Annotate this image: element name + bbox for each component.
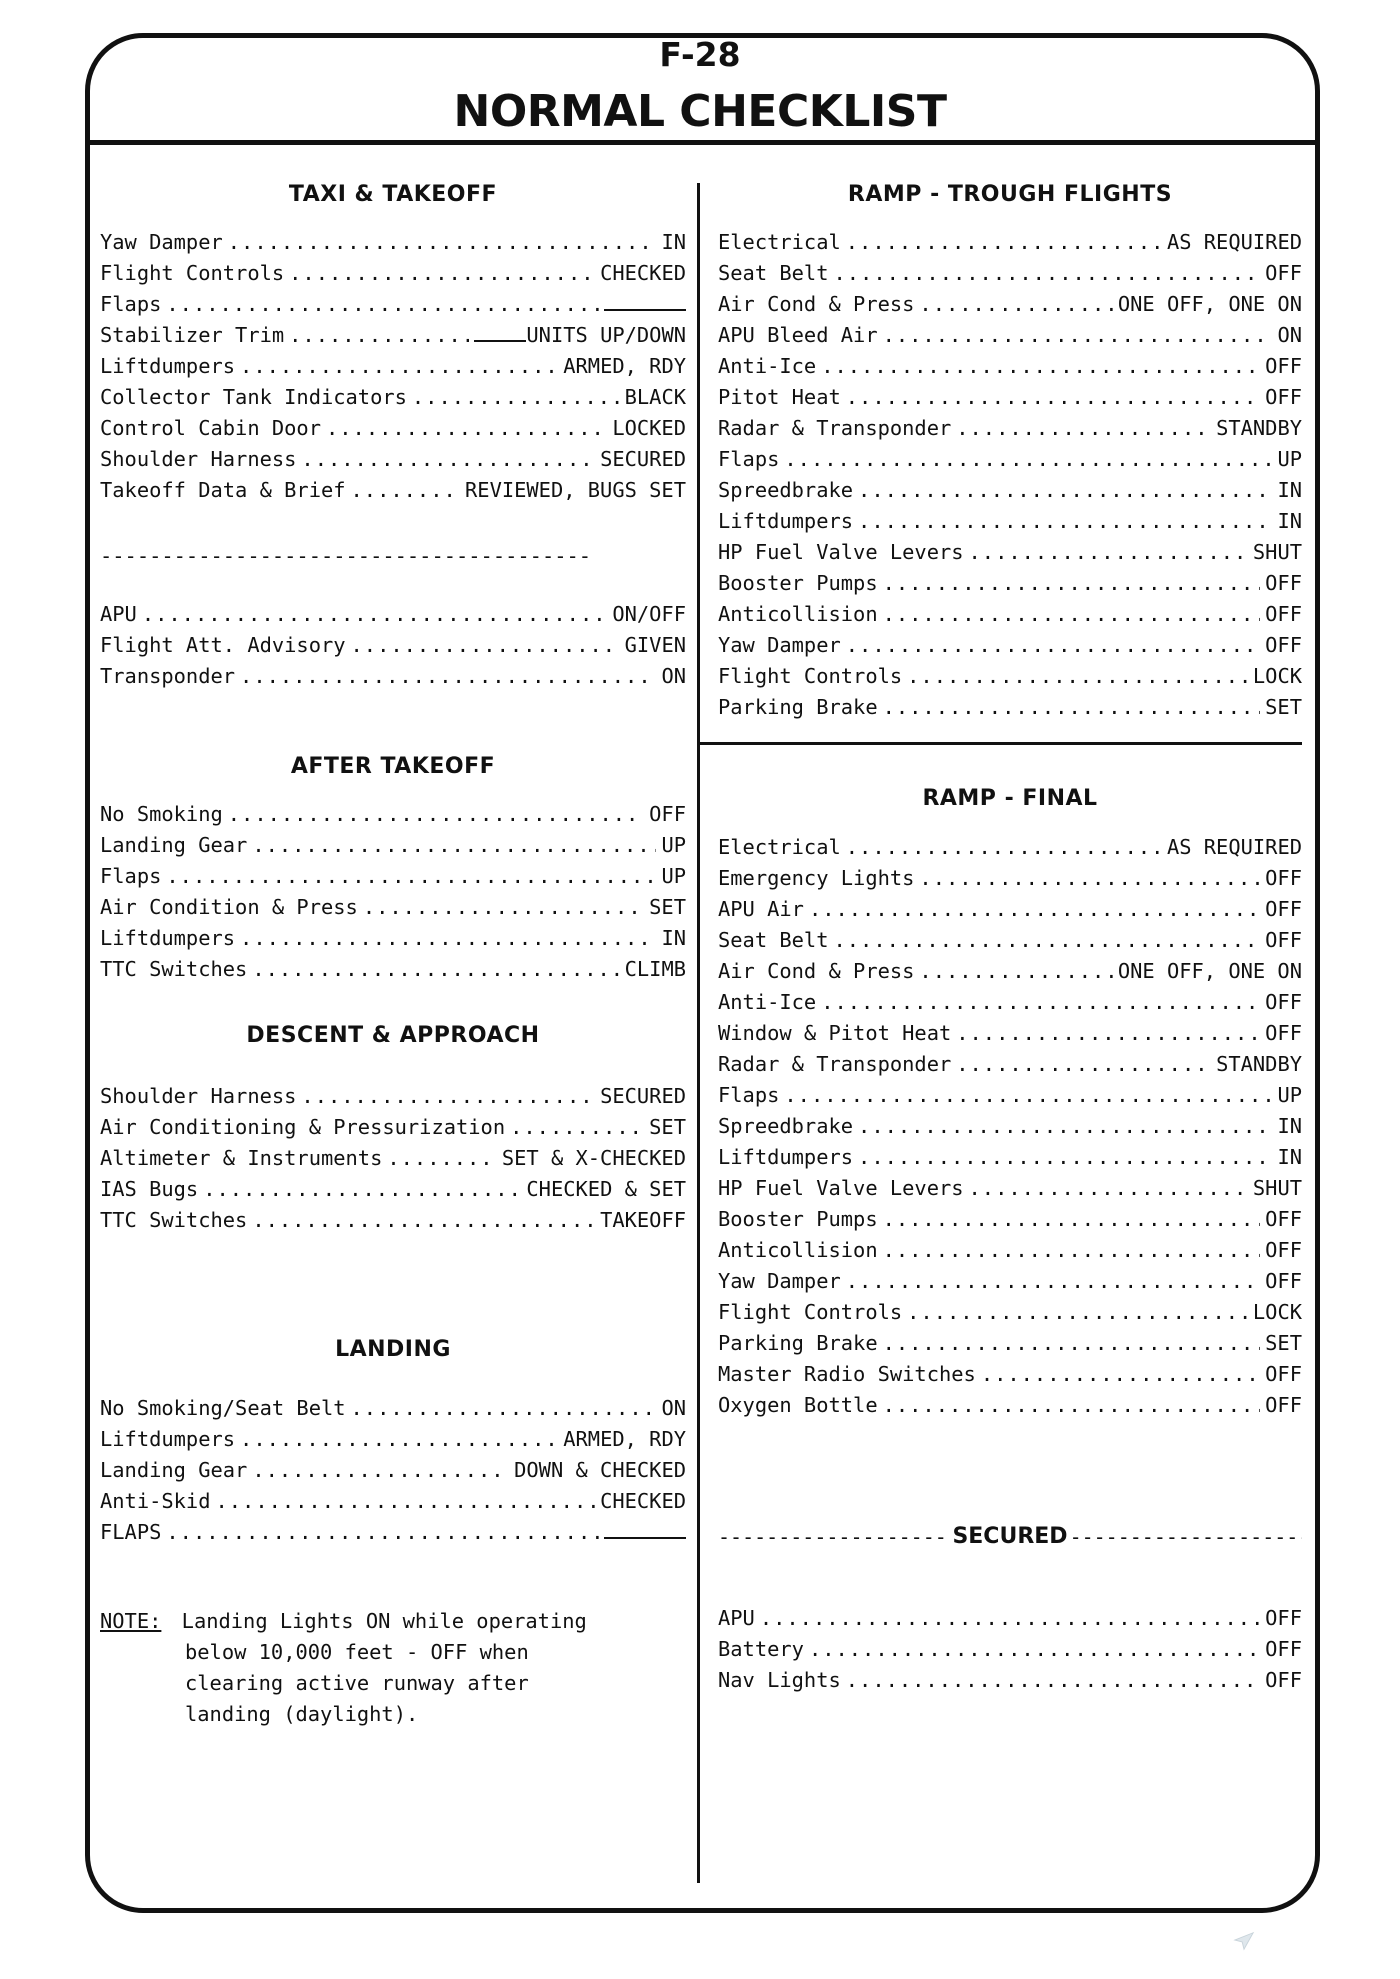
item-label: Air Condition & Press [100, 895, 358, 919]
checklist-item [100, 1486, 686, 1517]
item-label: No Smoking [100, 802, 223, 826]
item-label: Radar & Transponder [718, 1052, 952, 1076]
item-label: Flight Att. Advisory [100, 633, 346, 657]
checklist-item [718, 382, 1302, 413]
note-line-2: below 10,000 feet - OFF when [185, 1640, 529, 1664]
ramp-final-list [718, 832, 1302, 1421]
section-heading-ramp-final: RAMP - FINAL [922, 786, 1098, 811]
paper-plane-icon [1233, 1930, 1255, 1952]
item-label: Seat Belt [718, 928, 829, 952]
dot-leader [203, 1174, 521, 1205]
checklist-item [100, 661, 686, 692]
dot-leader [883, 1204, 1261, 1235]
dot-leader [883, 692, 1261, 723]
item-label: Flight Controls [718, 1300, 903, 1324]
checklist-item [100, 444, 686, 475]
item-label: HP Fuel Valve Levers [718, 1176, 964, 1200]
item-label: Battery [718, 1637, 804, 1661]
item-value-text: UNITS UP/DOWN [526, 323, 686, 347]
item-label: Collector Tank Indicators [100, 385, 407, 409]
item-value: SHUT [1252, 1176, 1302, 1200]
checklist-item [718, 661, 1302, 692]
item-label: Yaw Damper [718, 633, 841, 657]
item-value: LOCK [1252, 664, 1302, 688]
dot-leader [846, 832, 1162, 863]
dot-leader [821, 351, 1260, 382]
checklist-item [718, 1328, 1302, 1359]
checklist-item [100, 892, 686, 923]
dot-leader [387, 1143, 496, 1174]
dot-leader [142, 599, 607, 630]
item-value: CLIMB [624, 957, 686, 981]
checklist-item [718, 630, 1302, 661]
dot-leader [784, 444, 1272, 475]
item-value: SHUT [1252, 540, 1302, 564]
item-value: OFF [649, 802, 686, 826]
dot-leader [252, 1205, 595, 1236]
item-value: STANDBY [1216, 1052, 1302, 1076]
checklist-item [718, 863, 1302, 894]
item-label: Stabilizer Trim [100, 323, 285, 347]
checklist-item [100, 861, 686, 892]
checklist-item [718, 413, 1302, 444]
checklist-item [718, 351, 1302, 382]
item-label: APU [100, 602, 137, 626]
item-label: Spreedbrake [718, 1114, 854, 1138]
dot-leader [956, 413, 1211, 444]
dot-leader [240, 1424, 558, 1455]
checklist-item [718, 1173, 1302, 1204]
dot-leader [326, 413, 607, 444]
after-takeoff-list [100, 799, 686, 985]
dot-leader [240, 923, 656, 954]
section-heading-taxi-takeoff: TAXI & TAKEOFF [288, 182, 498, 207]
dot-leader [883, 599, 1261, 630]
dot-leader [351, 475, 460, 506]
item-label: Window & Pitot Heat [718, 1021, 952, 1045]
dot-leader [846, 1665, 1260, 1696]
checklist-item [718, 1359, 1302, 1390]
dot-leader [956, 1018, 1260, 1049]
checklist-item [100, 1143, 686, 1174]
checklist-item [718, 1665, 1302, 1696]
item-label: Electrical [718, 230, 841, 254]
checklist-item [100, 923, 686, 954]
descent-approach-list [100, 1081, 686, 1236]
section-heading-secured: SECURED [952, 1524, 1068, 1549]
secured-dash-right [1070, 1522, 1302, 1552]
dot-leader [289, 320, 469, 351]
dot-leader [784, 1080, 1272, 1111]
item-value: ARMED, RDY [563, 1427, 686, 1451]
item-label: Control Cabin Door [100, 416, 321, 440]
checklist-item [100, 289, 686, 320]
item-label: Parking Brake [718, 695, 878, 719]
note-line-3: clearing active runway after [185, 1671, 529, 1695]
item-label: Yaw Damper [718, 1269, 841, 1293]
item-label: Anti-Ice [718, 990, 817, 1014]
dot-leader [228, 799, 644, 830]
item-value: SECURED [600, 1084, 686, 1108]
column-divider [697, 183, 700, 1883]
item-value: OFF [1265, 1207, 1302, 1231]
checklist-item [718, 1634, 1302, 1665]
checklist-item [718, 956, 1302, 987]
item-value: LOCKED [612, 416, 686, 440]
checklist-item [718, 258, 1302, 289]
dot-leader [809, 1634, 1260, 1665]
section-heading-descent-approach: DESCENT & APPROACH [246, 1023, 540, 1048]
item-value: OFF [1265, 1393, 1302, 1417]
dot-leader [883, 320, 1273, 351]
dot-leader [252, 954, 619, 985]
dot-leader [510, 1112, 644, 1143]
item-value: OFF [1265, 1021, 1302, 1045]
checklist-item [100, 320, 686, 351]
item-label: TTC Switches [100, 1208, 248, 1232]
item-value: OFF [1265, 354, 1302, 378]
checklist-item [718, 692, 1302, 723]
item-value: OFF [1265, 928, 1302, 952]
checklist-item [100, 830, 686, 861]
dot-leader [846, 227, 1162, 258]
note-line-4: landing (daylight). [185, 1702, 419, 1726]
item-value: OFF [1265, 1668, 1302, 1692]
dot-leader [240, 661, 656, 692]
checklist-item [718, 894, 1302, 925]
taxi-takeoff-list-2 [100, 599, 686, 692]
checklist-item [718, 832, 1302, 863]
item-label: Anti-Ice [718, 354, 817, 378]
item-value: IN [1277, 1114, 1302, 1138]
item-label: Radar & Transponder [718, 416, 952, 440]
dot-leader [907, 661, 1248, 692]
item-label: Shoulder Harness [100, 447, 297, 471]
dot-leader [969, 1173, 1248, 1204]
dot-leader [846, 630, 1260, 661]
item-label: Seat Belt [718, 261, 829, 285]
item-label: Flight Controls [718, 664, 903, 688]
item-value [474, 320, 686, 351]
item-value: IN [1277, 478, 1302, 502]
item-label: FLAPS [100, 1520, 162, 1544]
dot-leader [883, 1390, 1261, 1421]
item-label: Yaw Damper [100, 230, 223, 254]
landing-note [100, 1606, 587, 1730]
dot-leader [363, 892, 644, 923]
item-label: Nav Lights [718, 1668, 841, 1692]
dot-leader [228, 227, 657, 258]
item-value: IN [661, 230, 686, 254]
dot-leader [919, 289, 1112, 320]
section-heading-ramp-through: RAMP - TROUGH FLIGHTS [847, 182, 1173, 207]
dot-leader [883, 1328, 1261, 1359]
ramp-section-divider [697, 742, 1302, 745]
checklist-item [718, 320, 1302, 351]
dot-leader [858, 1142, 1272, 1173]
dot-leader [919, 863, 1260, 894]
aircraft-type: F-28 [659, 35, 741, 74]
dot-leader [883, 568, 1261, 599]
note-label: NOTE: [100, 1609, 162, 1633]
item-label: Air Cond & Press [718, 959, 915, 983]
checklist-item [718, 537, 1302, 568]
dot-leader [351, 630, 620, 661]
item-value: ON/OFF [612, 602, 686, 626]
checklist-item [718, 1390, 1302, 1421]
dot-leader [166, 861, 656, 892]
dot-leader [301, 1081, 595, 1112]
item-value: ONE OFF, ONE ON [1117, 959, 1302, 983]
checklist-item [718, 599, 1302, 630]
item-value: AS REQUIRED [1166, 835, 1302, 859]
item-value: ON [661, 664, 686, 688]
item-label: Flaps [718, 1083, 780, 1107]
item-label: Air Conditioning & Pressurization [100, 1115, 506, 1139]
dot-leader [240, 351, 558, 382]
item-label: Anticollision [718, 602, 878, 626]
dot-leader [166, 1517, 599, 1548]
note-line-1: Landing Lights ON while operating [181, 1609, 587, 1633]
item-label: APU Bleed Air [718, 323, 878, 347]
item-label: Emergency Lights [718, 866, 915, 890]
item-value: SET [649, 895, 686, 919]
item-value: OFF [1265, 1238, 1302, 1262]
item-value: UP [1277, 1083, 1302, 1107]
item-label: No Smoking/Seat Belt [100, 1396, 346, 1420]
dot-leader [883, 1235, 1261, 1266]
dot-leader [834, 925, 1261, 956]
item-value: UP [1277, 447, 1302, 471]
item-value: SECURED [600, 447, 686, 471]
checklist-item [718, 289, 1302, 320]
fill-in-blank [604, 1537, 686, 1539]
checklist-item [718, 925, 1302, 956]
item-label: Electrical [718, 835, 841, 859]
item-value: CHECKED [600, 1489, 686, 1513]
item-value: OFF [1265, 261, 1302, 285]
checklist-item [718, 227, 1302, 258]
item-value [604, 1517, 686, 1548]
dot-leader [919, 956, 1112, 987]
item-value: CHECKED & SET [526, 1177, 686, 1201]
item-value: TAKEOFF [600, 1208, 686, 1232]
checklist-item [100, 1424, 686, 1455]
landing-list [100, 1393, 686, 1548]
dot-leader [858, 1111, 1272, 1142]
dot-leader [252, 830, 656, 861]
secured-divider [718, 1522, 1302, 1552]
checklist-item [100, 351, 686, 382]
item-label: Booster Pumps [718, 1207, 878, 1231]
dot-leader [956, 1049, 1211, 1080]
checklist-item [100, 630, 686, 661]
checklist-item [100, 1393, 686, 1424]
dot-leader [846, 1266, 1260, 1297]
item-value: OFF [1265, 866, 1302, 890]
checklist-item [718, 475, 1302, 506]
taxi-takeoff-list [100, 227, 686, 506]
item-label: Pitot Heat [718, 385, 841, 409]
ramp-through-list [718, 227, 1302, 723]
checklist-item [718, 1266, 1302, 1297]
dot-leader [858, 506, 1272, 537]
checklist-item [100, 475, 686, 506]
item-label: TTC Switches [100, 957, 248, 981]
checklist-item [100, 227, 686, 258]
item-value: OFF [1265, 1269, 1302, 1293]
checklist-item [100, 1112, 686, 1143]
checklist-item [718, 987, 1302, 1018]
checklist-item [718, 1080, 1302, 1111]
item-value: SET [1265, 1331, 1302, 1355]
item-value: AS REQUIRED [1166, 230, 1302, 254]
dot-leader [969, 537, 1248, 568]
item-label: APU Air [718, 897, 804, 921]
checklist-item [718, 506, 1302, 537]
item-value: OFF [1265, 990, 1302, 1014]
item-label: Air Cond & Press [718, 292, 915, 316]
dot-leader [216, 1486, 596, 1517]
dot-leader [981, 1359, 1260, 1390]
dot-leader [301, 444, 595, 475]
item-label: Liftdumpers [100, 354, 236, 378]
checklist-item [718, 1204, 1302, 1235]
item-value: STANDBY [1216, 416, 1302, 440]
secured-dash-left [718, 1522, 950, 1552]
item-label: Parking Brake [718, 1331, 878, 1355]
dot-leader [289, 258, 595, 289]
secured-list [718, 1603, 1302, 1696]
dot-leader [858, 475, 1272, 506]
item-value: CHECKED [600, 261, 686, 285]
item-label: Flaps [718, 447, 780, 471]
section-heading-after-takeoff: AFTER TAKEOFF [290, 754, 496, 779]
item-value: OFF [1265, 1362, 1302, 1386]
item-label: Flaps [100, 864, 162, 888]
item-label: Flaps [100, 292, 162, 316]
item-label: Spreedbrake [718, 478, 854, 502]
dot-leader [351, 1393, 657, 1424]
item-value: IN [661, 926, 686, 950]
item-label: Transponder [100, 664, 236, 688]
item-value: OFF [1265, 633, 1302, 657]
dot-leader [809, 894, 1260, 925]
checklist-item [100, 954, 686, 985]
item-value: OFF [1265, 1606, 1302, 1630]
item-label: Oxygen Bottle [718, 1393, 878, 1417]
fill-in-blank [474, 340, 526, 342]
item-value: OFF [1265, 897, 1302, 921]
checklist-item [718, 444, 1302, 475]
item-label: Anti-Skid [100, 1489, 211, 1513]
item-label: Liftdumpers [718, 509, 854, 533]
item-label: Liftdumpers [100, 926, 236, 950]
item-value: OFF [1265, 385, 1302, 409]
item-value: OFF [1265, 571, 1302, 595]
item-value: SET [649, 1115, 686, 1139]
checklist-item [100, 1205, 686, 1236]
checklist-item [718, 1235, 1302, 1266]
item-label: HP Fuel Valve Levers [718, 540, 964, 564]
item-value: GIVEN [624, 633, 686, 657]
item-label: Anticollision [718, 1238, 878, 1262]
checklist-item [100, 413, 686, 444]
item-value: OFF [1265, 1637, 1302, 1661]
item-value: BLACK [624, 385, 686, 409]
header-divider [85, 140, 1320, 145]
dot-leader [166, 289, 599, 320]
item-label: Flight Controls [100, 261, 285, 285]
checklist-item [100, 1517, 686, 1548]
item-value: ON [1277, 323, 1302, 347]
checklist-item [100, 1174, 686, 1205]
dot-leader [846, 382, 1260, 413]
section-heading-landing: LANDING [335, 1337, 451, 1362]
checklist-item [100, 382, 686, 413]
item-label: Liftdumpers [100, 1427, 236, 1451]
item-value: ON [661, 1396, 686, 1420]
item-label: Booster Pumps [718, 571, 878, 595]
item-value: SET & X-CHECKED [501, 1146, 686, 1170]
item-value: UP [661, 864, 686, 888]
checklist-item [718, 1603, 1302, 1634]
checklist-item [100, 1455, 686, 1486]
item-value: LOCK [1252, 1300, 1302, 1324]
dot-leader [252, 1455, 509, 1486]
page-title: NORMAL CHECKLIST [453, 86, 947, 137]
item-value: ARMED, RDY [563, 354, 686, 378]
checklist-item [100, 599, 686, 630]
item-value [604, 289, 686, 320]
checklist-item [100, 1081, 686, 1112]
dot-leader [834, 258, 1261, 289]
item-label: Landing Gear [100, 1458, 248, 1482]
item-value: SET [1265, 695, 1302, 719]
item-value: UP [661, 833, 686, 857]
item-label: APU [718, 1606, 755, 1630]
item-label: Master Radio Switches [718, 1362, 976, 1386]
dot-leader [907, 1297, 1248, 1328]
checklist-item [718, 1111, 1302, 1142]
dot-leader [412, 382, 620, 413]
dot-leader [821, 987, 1260, 1018]
checklist-item [718, 1142, 1302, 1173]
separator-line: ---------------------------------------- [100, 544, 592, 568]
item-label: Altimeter & Instruments [100, 1146, 383, 1170]
fill-in-blank [604, 309, 686, 311]
checklist-item [100, 258, 686, 289]
item-label: Takeoff Data & Brief [100, 478, 346, 502]
checklist-item [718, 1049, 1302, 1080]
checklist-item [718, 1297, 1302, 1328]
dot-leader [760, 1603, 1260, 1634]
item-value: IN [1277, 1145, 1302, 1169]
item-value: DOWN & CHECKED [514, 1458, 686, 1482]
item-value: REVIEWED, BUGS SET [465, 478, 686, 502]
item-value: ONE OFF, ONE ON [1117, 292, 1302, 316]
item-label: Landing Gear [100, 833, 248, 857]
item-value: OFF [1265, 602, 1302, 626]
item-value: IN [1277, 509, 1302, 533]
item-label: Liftdumpers [718, 1145, 854, 1169]
checklist-item [718, 568, 1302, 599]
item-label: IAS Bugs [100, 1177, 199, 1201]
checklist-item [718, 1018, 1302, 1049]
checklist-item [100, 799, 686, 830]
item-label: Shoulder Harness [100, 1084, 297, 1108]
